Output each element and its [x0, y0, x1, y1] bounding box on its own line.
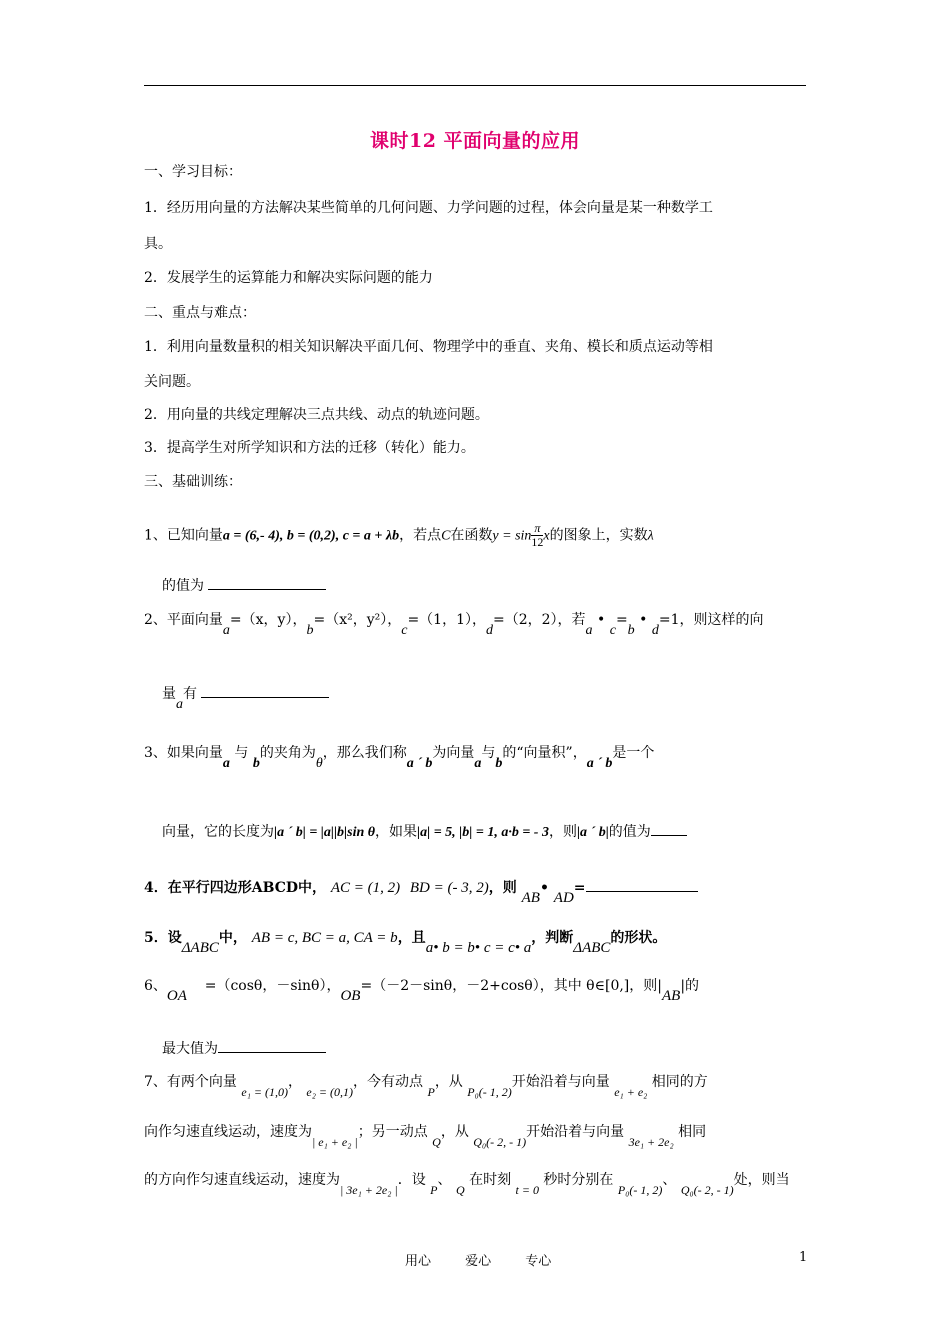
question-5: 5．设ΔABC中， AB = c, BC = a, CA = b，且a• b = b• c = c• a，判断ΔABC的形状。 [144, 930, 667, 956]
key-2: 2．用向量的共线定理解决三点共线、动点的轨迹问题。 [144, 407, 489, 423]
question-2: 2、平面向量a=（x，y），b=（x²，y²），c=（1，1），d=（2，2），若a • c=b • d=1，则这样的向 [144, 612, 764, 638]
q1-vector-expression: a = (6,- 4), b = (0,2), c = a + λb [222, 528, 400, 544]
question-4: 4．在平行四边形ABCD中， AC = (1, 2) BD = (- 3, 2)，则 AB• AD= [144, 878, 814, 898]
answer-blank[interactable] [208, 577, 326, 590]
question-6-line-2: 最大值为 [162, 1039, 832, 1059]
question-3-line-2: 向量，它的长度为|a ´ b| = |a||b|sin θ，如果|a| = 5, |b| = 1, a·b = - 3，则|a ´ b|的值为 [162, 822, 832, 843]
page-number: 1 [799, 1250, 808, 1265]
answer-blank[interactable] [586, 879, 698, 892]
goal-1-line-1: 1．经历用向量的方法解决某些简单的几何问题、力学问题的过程，体会向量是某一种数学工 [144, 200, 713, 216]
question-6: 6、OA =（cosθ，－sinθ），OB=（－2－sinθ，－2+cosθ），其中 θ∈[0,]，则|AB|的 [144, 978, 700, 1004]
question-1: 1、已知向量a = (6,- 4), b = (0,2), c = a + λb，若点C在函数y = sin $\frac{\pi}{12}$ x的图象上，实数λ [144, 521, 654, 549]
key-1-line-2: 关问题。 [144, 374, 200, 390]
header-rule [144, 85, 806, 86]
key-1-line-1: 1．利用向量数量积的相关知识解决平面几何、物理学中的垂直、夹角、模长和质点运动等相 [144, 339, 713, 355]
key-3: 3．提高学生对所学知识和方法的迁移（转化）能力。 [144, 440, 475, 456]
question-7: 7、有两个向量 e₁ = (1,0)， e₂ = (0,1)，今有动点 P，从 P₀(- 1, 2)开始沿着与向量 e₁ + e₂ 相同的方 [144, 1074, 708, 1099]
question-2-line-2: 量a有 [162, 684, 832, 705]
q1-fraction-pi-over-12: $\frac{\pi}{12}$ [531, 521, 544, 549]
question-3: 3、如果向量a 与 b的夹角为θ，那么我们称a ´ b为向量a与b的“向量积”，a ´ b是一个 [144, 745, 655, 771]
question-1-line-2: 的值为 [162, 576, 832, 596]
answer-blank[interactable] [218, 1040, 326, 1053]
question-7-line-2: 向作匀速直线运动，速度为| e₁ + e₂ |；另一动点 Q，从 Q₀(- 2, - 1)开始沿着与向量 3e₁ + 2e₂ 相同 [144, 1124, 707, 1149]
question-7-line-3: 的方向作匀速直线运动，速度为| 3e₁ + 2e₂ |．设 P、 Q 在时刻 t = 0 秒时分别在 P₀(- 1, 2)、 Q₀(- 2, - 1)处，则当 [144, 1172, 790, 1197]
goal-2: 2．发展学生的运算能力和解决实际问题的能力 [144, 270, 433, 286]
answer-blank[interactable] [201, 685, 329, 698]
section-1-heading: 一、学习目标： [144, 164, 242, 180]
answer-blank[interactable] [651, 823, 687, 836]
page-title: 课时12 平面向量的应用 [369, 130, 581, 152]
footer-motto: 用心 爱心 专心 [405, 1254, 552, 1269]
goal-1-line-2: 具。 [144, 236, 172, 252]
section-2-heading: 二、重点与难点： [144, 305, 256, 321]
section-3-heading: 三、基础训练： [144, 474, 242, 490]
